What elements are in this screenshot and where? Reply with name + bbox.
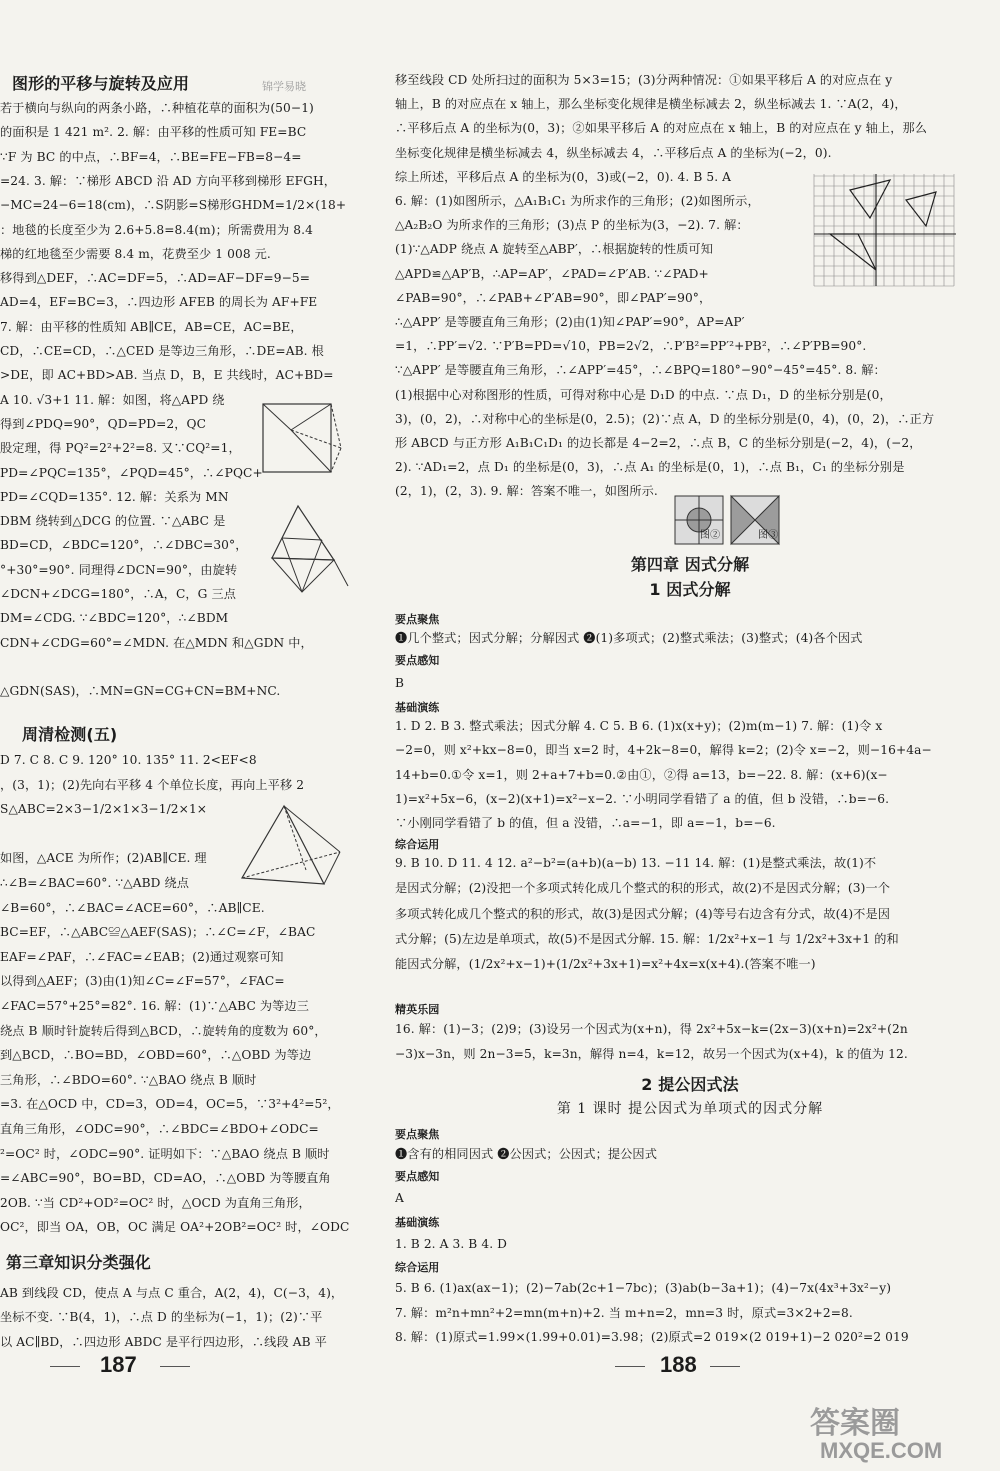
figure-label-2: 图②	[700, 530, 721, 541]
text-line: ：地毯的长度至少为 2.6+5.8=8.4(m)；所需费用为 8.4	[0, 222, 313, 237]
page-dash	[615, 1366, 645, 1367]
text-line: °+30°=90°. 同理得∠DCN=90°，由旋转	[0, 562, 238, 577]
chapter4-title: 第四章 因式分解	[630, 555, 750, 574]
text-line: BC=EF，∴△ABC≌△AEF(SAS)；∴∠C=∠F，∠BAC	[0, 925, 316, 940]
text-line: A 10. √3+1 11. 解：如图，将△APD 绕	[0, 392, 225, 407]
text-line: OC²，即当 OA，OB，OC 满足 OA²+2OB²=OC² 时，∠ODC	[0, 1220, 350, 1235]
text-line: 能因式分解，(1/2x²+x−1)+(1/2x²+3x+1)=x²+4x=x(x+4).(答案不唯一)	[395, 957, 816, 972]
text-line: (1)∵△ADP 绕点 A 旋转至△ABP′，∴根据旋转的性质可知	[395, 242, 713, 257]
chapter3-title: 第三章知识分类强化	[6, 1253, 151, 1272]
text-line: DM=∠CDG. ∵∠BDC=120°，∴∠BDM	[0, 611, 229, 626]
text-line: =∠ABC=90°，BO=BD，CD=AO，∴△OBD 为等腰直角	[0, 1171, 331, 1186]
text-line: ∵小刚同学看错了 b 的值，但 a 没错，∴a=−1，即 a=−1，b=−6.	[395, 816, 776, 831]
text-line: =1，∴PP′=√2. ∵P′B=PD=√10，PB=2√2，∴P′B²=PP′²+PB²，∴∠P′PB=90°.	[395, 339, 867, 354]
label-basic: 基础演练	[395, 1216, 440, 1229]
section-tag: 锦学易晓	[262, 80, 306, 93]
coordinate-grid-figure	[810, 170, 960, 290]
text-line: ∵F 为 BC 的中点，∴BF=4，∴BE=FE−FB=8−4=	[0, 149, 302, 164]
text-line: =24. 3. 解：∵梯形 ABCD 沿 AD 方向平移到梯形 EFGH，	[0, 173, 337, 188]
label-comp: 综合运用	[395, 838, 440, 851]
text-line: 梯的红地毯至少需要 8.4 m，花费至少 1 008 元.	[0, 246, 271, 261]
label-elite: 精英乐园	[395, 1003, 440, 1016]
text-line: 到△BCD，∴BO=BD，∠OBD=60°，∴△OBD 为等边	[0, 1048, 312, 1063]
text-line: 多项式转化成几个整式的积的形式，故(3)是因式分解；(4)等号右边含有分式，故(4)不是因	[395, 906, 891, 921]
text-line: △APD≌△AP′B，∴AP=AP′，∠PAD=∠P′AB. ∵∠PAD+	[395, 266, 709, 281]
text-line: ∠PAB=90°，∴∠PAB+∠P′AB=90°，即∠PAP′=90°，	[395, 290, 712, 305]
text-line: 16. 解：(1)−3；(2)9；(3)设另一个因式为(x+n)，得 2x²+5x−k=(2x−3)(x+n)=2x²+(2n	[395, 1022, 908, 1036]
right-column	[395, 0, 985, 1471]
text-line: AB 到线段 CD，使点 A 与点 C 重合，A(2，4)，C(−3，4)，	[0, 1286, 344, 1300]
text-line: 14+b=0.①令 x=1，则 2+a+7+b=0.②由①，②得 a=13，b=−22. 8. 解：(x+6)(x−	[395, 767, 888, 782]
text-line: ，(3，1)；(2)先向右平移 4 个单位长度，再向上平移 2	[0, 777, 305, 792]
sense-line: B	[395, 676, 405, 690]
text-line: 2OB. ∵当 CD²+OD²=OC² 时，△OCD 为直角三角形，	[0, 1195, 311, 1210]
page-number-right: 188	[660, 1352, 697, 1377]
text-line: 1. D 2. B 3. 整式乘法；因式分解 4. C 5. B 6. (1)x(x+y)；(2)m(m−1) 7. 解：(1)令 x	[395, 719, 883, 733]
basic-line: 1. B 2. A 3. B 4. D	[395, 1237, 508, 1251]
text-line: −2=0，则 x²+kx−8=0，即当 x=2 时，4+2k−8=0，解得 k=2；(2)令 x=−2，则−16+4a−	[395, 743, 932, 758]
text-line: 7. 解：由平移的性质知 AB∥CE，AB=CE，AC=BE，	[0, 319, 303, 334]
text-line: ∵△APP′ 是等腰直角三角形，∴∠APP′=45°，∴∠BPQ=180°−90°−45°=45°. 8. 解：	[395, 363, 886, 378]
triangle-figure	[262, 498, 362, 598]
figure-label-3: 图③	[758, 530, 779, 541]
text-line: (1)根据中心对称图形的性质，可得对称中心是 D₁D 的中点. ∵点 D₁，D 的坐标分别是(0，	[395, 387, 892, 402]
text-line: 6. 解：(1)如图所示，△A₁B₁C₁ 为所求作的三角形；(2)如图所示，	[395, 194, 760, 208]
text-line: 如图，△ACE 为所作；(2)AB∥CE. 理	[0, 851, 207, 866]
text-line: ∠FAC=57°+25°=82°. 16. 解：(1)∵△ABC 为等边三	[0, 999, 310, 1013]
text-line: 以 AC∥BD，∴四边形 ABDC 是平行四边形，∴线段 AB 平	[0, 1334, 327, 1349]
text-line: 以得到△AEF；(3)由(1)知∠C=∠F=57°，∠FAC=	[0, 974, 285, 989]
text-line: ²=OC² 时，∠ODC=90°. 证明如下：∵△BAO 绕点 B 顺时	[0, 1146, 330, 1161]
text-line: CD，∴CE=CD，∴△CED 是等边三角形，∴DE=AB. 根	[0, 344, 324, 358]
text-line: 是因式分解；(2)没把一个多项式转化成几个整式的积的形式，故(2)不是因式分解；(3)一个	[395, 881, 891, 896]
text-line: 移至线段 CD 处所扫过的面积为 5×3=15；(3)分两种情况：①如果平移后 A 的对应点在 y	[395, 73, 893, 87]
triangle-abc-figure	[232, 800, 352, 890]
watermark-text: MXQE.COM	[820, 1438, 943, 1463]
text-line: △A₂B₂O 为所求作的三角形；(3)点 P 的坐标为(3，−2). 7. 解：	[395, 218, 749, 233]
lesson1-title: 1 因式分解	[649, 580, 731, 599]
left-column	[0, 0, 365, 1471]
label-sense: 要点感知	[395, 1170, 440, 1183]
sense-line: A	[395, 1191, 404, 1205]
text-line: 8. 解：(1)原式=1.99×(1.99+0.01)=3.98；(2)原式=2 019×(2 019+1)−2 020²=2 019	[395, 1330, 909, 1344]
text-line: 移得到△DEF，∴AC=DF=5，∴AD=AF−DF=9−5=	[0, 271, 311, 286]
page-number-left: 187	[100, 1352, 137, 1377]
square-figure	[255, 400, 355, 480]
text-line: 得到∠PDQ=90°，QD=PD=2，QC	[0, 416, 207, 431]
text-line: 股定理，得 PQ²=2²+2²=8. 又∵CQ²=1，	[0, 441, 241, 456]
text-line: ∠DCN+∠DCG=180°，∴A，C，G 三点	[0, 587, 237, 601]
text-line: 的面积是 1 421 m². 2. 解：由平移的性质可知 FE=BC	[0, 125, 307, 140]
page-dash	[50, 1366, 80, 1367]
text-line: EAF=∠PAF，∴∠FAC=∠EAB；(2)通过观察可知	[0, 949, 284, 964]
text-line: 3)，(0，2)，∴对称中心的坐标是(0，2.5)；(2)∵点 A，D 的坐标分别是(0，4)，(0，2)，∴正方	[395, 411, 935, 426]
label-basic: 基础演练	[395, 701, 440, 714]
text-line: 坐标不变. ∵B(4，1)，∴点 D 的坐标为(−1，1)；(2)∵平	[0, 1310, 323, 1325]
watermark-logo: 答案圈	[810, 1407, 900, 1440]
text-line: 绕点 B 顺时针旋转后得到△BCD，∴旋转角的度数为 60°，	[0, 1023, 327, 1038]
text-line: 1)=x²+5x−6，(x−2)(x+1)=x²−x−2. ∵小明同学看错了 a 的值，但 b 没错，∴b=−6.	[395, 791, 890, 806]
text-line: 5. B 6. (1)ax(ax−1)；(2)−7ab(2c+1−7bc)；(3)ab(b−3a+1)；(4)−7x(4x³+3x²−y)	[395, 1281, 892, 1295]
text-line: 形 ABCD 与正方形 A₁B₁C₁D₁ 的边长都是 4−2=2，∴点 B，C 的坐标分别是(−2，4)，(−2，	[395, 436, 922, 450]
page-dash	[160, 1366, 190, 1367]
text-line: =3. 在△OCD 中，CD=3，OD=4，OC=5，∵3²+4²=5²，	[0, 1097, 340, 1112]
text-line: D 7. C 8. C 9. 120° 10. 135° 11. 2<EF<8	[0, 753, 257, 767]
text-line: PD=∠PQC=135°，∠PQD=45°，∴∠PQC+	[0, 465, 263, 480]
text-line: >DE，即 AC+BD>AB. 当点 D，B，E 共线时，AC+BD=	[0, 368, 334, 383]
text-line: ∴∠B=∠BAC=60°. ∵△ABD 绕点	[0, 876, 190, 890]
label-focus: 要点聚焦	[395, 613, 440, 626]
text-line: −MC=24−6=18(cm)，∴S阴影=S梯形GHDM=1/2×(18+	[0, 198, 347, 213]
focus-line: ❶几个整式；因式分解；分解因式 ❷(1)多项式；(2)整式乘法；(3)整式；(4)各个因式	[395, 631, 863, 645]
text-line: 2). ∵AD₁=2，点 D₁ 的坐标是(0，3)，∴点 A₁ 的坐标是(0，1)，∴点 B₁，C₁ 的坐标分别是	[395, 460, 905, 475]
text-line: 9. B 10. D 11. 4 12. a²−b²=(a+b)(a−b) 13. −11 14. 解：(1)是整式乘法，故(1)不	[395, 856, 877, 870]
label-sense: 要点感知	[395, 654, 440, 667]
text-line: CDN+∠CDG=60°=∠MDN. 在△MDN 和△GDN 中，	[0, 635, 313, 650]
text-line: −3)x−3n，则 2n−3=5，k=3n，解得 n=4，k=12，故另一个因式为(x+4)，k 的值为 12.	[395, 1047, 908, 1061]
page-dash	[710, 1366, 740, 1367]
text-line: ∴平移后点 A 的坐标为(0，3)；②如果平移后 A 的对应点在 x 轴上，B 的对应点在 y 轴上，那么	[395, 121, 928, 136]
text-line: 三角形，∴∠BDO=60°. ∵△BAO 绕点 B 顺时	[0, 1072, 257, 1087]
text-line: △GDN(SAS)，∴MN=GN=CG+CN=BM+NC.	[0, 684, 281, 699]
focus-line: ❶含有的相同因式 ❷公因式；公因式；提公因式	[395, 1147, 658, 1161]
text-line: BD=CD，∠BDC=120°，∴∠DBC=30°，	[0, 538, 248, 553]
text-line: 直角三角形，∠ODC=90°，∴∠BDC=∠BDO+∠ODC=	[0, 1122, 319, 1136]
text-line: 式分解；(5)左边是单项式，故(5)不是因式分解. 15. 解：1/2x²+x−1 与 1/2x²+3x+1 的和	[395, 931, 899, 946]
text-line: S△ABC=2×3−1/2×1×3−1/2×1×	[0, 802, 208, 817]
text-line: AD=4，EF=BC=3，∴四边形 AFEB 的周长为 AF+FE	[0, 295, 318, 310]
weekly-title: 周清检测(五)	[22, 725, 118, 744]
label-comp: 综合运用	[395, 1261, 440, 1274]
text-line: 轴上，B 的对应点在 x 轴上，那么坐标变化规律是横坐标减去 2，纵坐标减去 1. ∵A(2，4)，	[395, 97, 907, 112]
text-line: 综上所述，平移后点 A 的坐标为(0，3)或(−2，0). 4. B 5. A	[395, 169, 732, 184]
text-line: PD=∠CQD=135°. 12. 解：关系为 MN	[0, 489, 229, 504]
section-title: 图形的平移与旋转及应用	[12, 74, 190, 93]
text-line: ∴△APP′ 是等腰直角三角形；(2)由(1)知∠PAP′=90°，AP=AP′	[395, 315, 745, 329]
text-line: 坐标变化规律是横坐标减去 4，纵坐标减去 4，∴平移后点 A 的坐标为(−2，0).	[395, 145, 832, 160]
text-line: 7. 解：m²n+mn²+2=mn(m+n)+2. 当 m+n=2，mn=3 时，原式=3×2+2=8.	[395, 1305, 853, 1320]
lesson2-subtitle: 第 1 课时 提公因式为单项式的因式分解	[556, 1101, 824, 1117]
text-line: (2，1)，(2，3). 9. 解：答案不唯一，如图所示.	[395, 484, 658, 499]
text-line: ∠B=60°，∴∠BAC=∠ACE=60°，∴AB∥CE.	[0, 900, 265, 915]
lesson2-title: 2 提公因式法	[641, 1075, 739, 1094]
text-line: 若于横向与纵向的两条小路，∴种植花草的面积为(50−1)	[0, 101, 314, 115]
text-line: DBM 绕转到△DCG 的位置. ∵△ABC 是	[0, 514, 226, 529]
label-focus: 要点聚焦	[395, 1128, 440, 1141]
